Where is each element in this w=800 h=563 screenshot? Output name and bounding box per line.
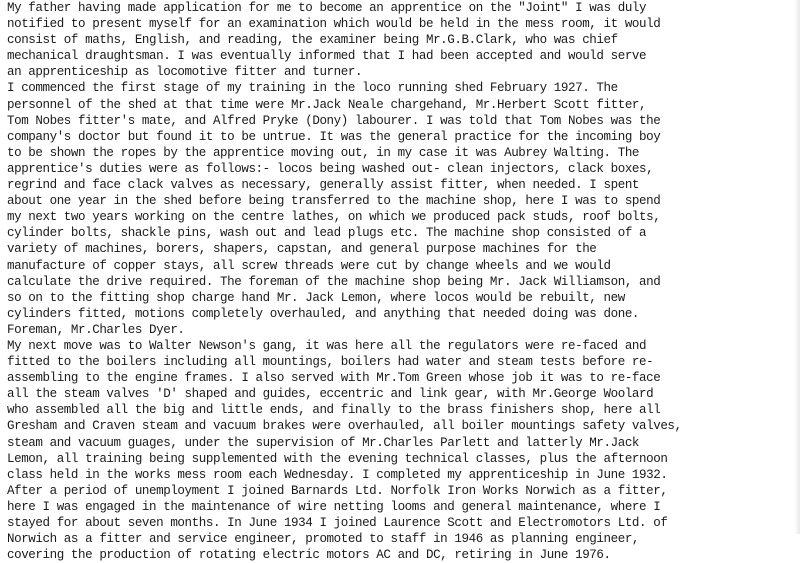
text-line: stayed for about seven months. In June 1934 I joined Laurence Scott and Electromotors Ltd. of	[7, 516, 668, 530]
text-line: variety of machines, borers, shapers, capstan, and general purpose machines for the	[7, 242, 597, 257]
text-line: Norwich as a fitter and service engineer, promoted to staff in 1946 as planning engineer,	[7, 532, 640, 547]
text-line: My next move was to Walter Newson's gang, it was here all the regulators were re-faced and	[7, 338, 647, 353]
text-line: fitted to the boilers including all mountings, boilers had water and steam tests before re-	[7, 355, 654, 370]
text-line: regrind and face clack valves as necessary, generally assist fitter, when needed. I spent	[7, 178, 640, 193]
text-line: steam and vacuum guages, under the supervision of Mr.Charles Parlett and latterly Mr.Jack	[7, 435, 640, 450]
text-line: Tom Nobes fitter's mate, and Alfred Pryke (Dony) labourer. I was told that Tom Nobes was the	[7, 113, 661, 128]
text-line: After a period of unemployment I joined Barnards Ltd. Norfolk Iron Works Norwich as a fitter,	[7, 483, 668, 498]
page-edge-shadow	[794, 0, 800, 534]
text-line: my next two years working on the centre lathes, on which we produced pack studs, roof bolts,	[7, 210, 661, 225]
text-line: cylinders fitted, motions completely overhauled, and anything that needed doing was done.	[7, 306, 640, 321]
text-line: cylinder bolts, shackle pins, wash out and lead plugs etc. The machine shop consisted of a	[7, 226, 647, 241]
text-line: about one year in the shed before being transferred to the machine shop, here I was to spend	[7, 194, 661, 209]
text-line: apprentice's duties were as follows:- locos being washed out- clean injectors, clack boxes,	[7, 161, 654, 176]
text-line: class held in the works mess room each Wednesday. I completed my apprenticeship in June 1932.	[7, 467, 668, 482]
text-line: Gresham and Craven steam and vacuum brakes were overhauled, all boiler mountings safety valves,	[7, 419, 682, 434]
typed-text-body	[7, 0, 797, 563]
text-line: mechanical draughtsman. I was eventually informed that I had been accepted and would serve	[7, 49, 647, 64]
text-line: Foreman, Mr.Charles Dyer.	[7, 322, 185, 337]
text-line: manufacture of copper stays, all screw threads were cut by change wheels and we would	[7, 258, 611, 273]
text-line: Lemon, all training being supplemented with the evening technical classes, plus the afternoon	[7, 451, 668, 466]
text-line: My father having made application for me to become an apprentice on the "Joint" I was duly	[7, 1, 647, 15]
text-line: company's doctor but found it to be untrue. It was the general practice for the incoming boy	[7, 129, 661, 144]
text-line: covering the production of rotating electric motors AC and DC, retiring in June 1976.	[7, 548, 611, 563]
text-line: calculate the drive required. The foreman of the machine shop being Mr. Jack Williamson, and	[7, 274, 661, 289]
text-line: all the steam valves 'D' shaped and guides, eccentric and link gear, with Mr.George Woolard	[7, 387, 654, 402]
text-line: to be shown the ropes by the apprentice moving out, in my case it was Aubrey Walting. The	[7, 145, 640, 160]
text-line: I commenced the first stage of my training in the loco running shed February 1927. The	[7, 81, 618, 96]
text-line: assembling to the engine frames. I also served with Mr.Tom Green whose job it was to re-face	[7, 371, 661, 386]
text-line: consist of maths, English, and reading, the examiner being Mr.G.B.Clark, who was chief	[7, 33, 618, 48]
text-line: here I was engaged in the maintenance of wire netting looms and general maintenance, where I	[7, 499, 661, 514]
text-line: who assembled all the big and little ends, and finally to the brass finishers shop, here all	[7, 403, 661, 418]
text-line: notified to present myself for an examination which would be held in the mess room, it would	[7, 17, 661, 32]
text-line: an apprenticeship as locomotive fitter and turner.	[7, 65, 363, 80]
text-line: so on to the fitting shop charge hand Mr. Jack Lemon, where locos would be rebuilt, new	[7, 290, 625, 305]
text-line: personnel of the shed at that time were Mr.Jack Neale chargehand, Mr.Herbert Scott fitter,	[7, 97, 647, 112]
